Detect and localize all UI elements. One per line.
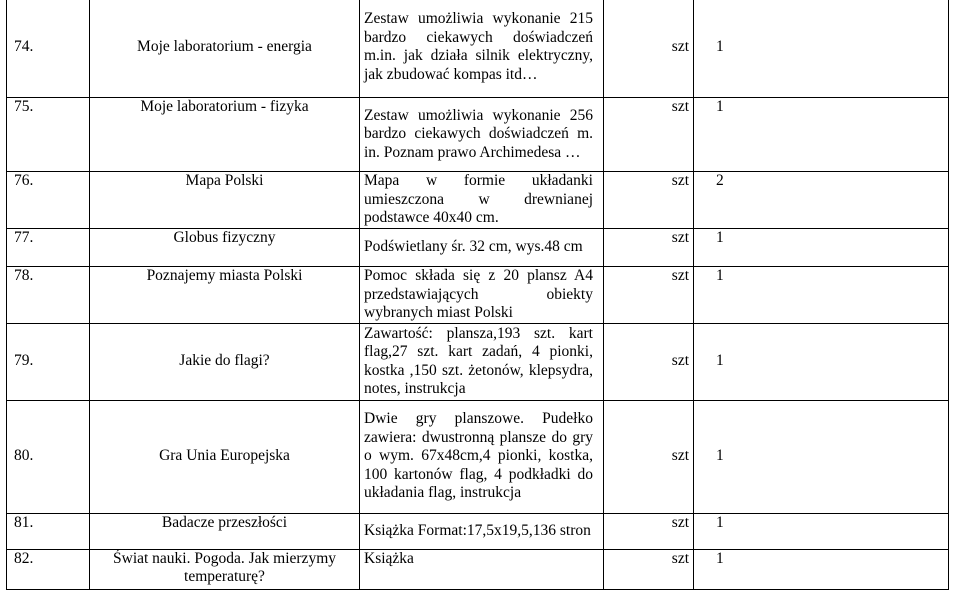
item-description: Pomoc składa się z 20 plansz A4 przedstawiających obiekty wybranych miast Polski [360, 267, 604, 324]
row-number: 80. [7, 400, 90, 513]
item-description: Książka Format:17,5x19,5,136 stron [360, 513, 604, 549]
item-description: Zawartość: plansza,193 szt. kart flag,27 szt. kart zadań, 4 pionki, kostka ,150 szt. żetonów, klepsydra, notes, instrukcja [360, 323, 604, 400]
item-description: Mapa w formie układanki umieszczona w drewnianej podstawce 40x40 cm. [360, 172, 604, 229]
table-row [7, 513, 949, 549]
row-number: 81. [7, 513, 90, 549]
item-name: Poznajemy miasta Polski [90, 267, 360, 324]
item-quantity: 1 [694, 98, 949, 172]
item-unit: szt [604, 400, 694, 513]
table-row [7, 323, 949, 400]
row-number: 74. [7, 0, 90, 98]
row-number: 77. [7, 229, 90, 267]
item-quantity: 1 [694, 513, 949, 549]
item-name: Mapa Polski [90, 172, 360, 229]
item-quantity: 1 [694, 229, 949, 267]
item-quantity: 1 [694, 0, 949, 98]
item-name: Badacze przeszłości [90, 513, 360, 549]
table-row [7, 172, 949, 229]
item-name: Moje laboratorium - fizyka [90, 98, 360, 172]
item-unit: szt [604, 267, 694, 324]
item-unit: szt [604, 98, 694, 172]
item-name: Gra Unia Europejska [90, 400, 360, 513]
table-row [7, 0, 949, 98]
item-name: Jakie do flagi? [90, 323, 360, 400]
item-unit: szt [604, 0, 694, 98]
item-unit: szt [604, 229, 694, 267]
row-number: 78. [7, 267, 90, 324]
item-unit: szt [604, 323, 694, 400]
item-quantity: 1 [694, 400, 949, 513]
table-row [7, 267, 949, 324]
item-description: Dwie gry planszowe. Pudełko zawiera: dwustronną plansze do gry o wym. 67x48cm,4 pionki, kostka, 100 kartonów flag, 4 podkładki do układania flag, instrukcja [360, 400, 604, 513]
item-unit: szt [604, 549, 694, 589]
table-row [7, 229, 949, 267]
row-number: 76. [7, 172, 90, 229]
table-row [7, 98, 949, 172]
item-quantity: 1 [694, 323, 949, 400]
item-description: Książka [360, 549, 604, 589]
item-unit: szt [604, 513, 694, 549]
table-row [7, 549, 949, 589]
item-description: Zestaw umożliwia wykonanie 256 bardzo ciekawych doświadczeń m. in. Poznam prawo Archimedesa … [360, 98, 604, 172]
item-name: Moje laboratorium - energia [90, 0, 360, 98]
item-description: Zestaw umożliwia wykonanie 215 bardzo ciekawych doświadczeń m.in. jak działa silnik elektryczny, jak zbudować kompas itd… [360, 0, 604, 98]
row-number: 82. [7, 549, 90, 589]
table-row [7, 400, 949, 513]
item-unit: szt [604, 172, 694, 229]
item-quantity: 2 [694, 172, 949, 229]
item-quantity: 1 [694, 549, 949, 589]
item-quantity: 1 [694, 267, 949, 324]
inventory-table [6, 0, 949, 590]
row-number: 79. [7, 323, 90, 400]
item-name: Globus fizyczny [90, 229, 360, 267]
row-number: 75. [7, 98, 90, 172]
item-description: Podświetlany śr. 32 cm, wys.48 cm [360, 229, 604, 267]
item-name: Świat nauki. Pogoda. Jak mierzymy temperaturę? [90, 549, 360, 589]
